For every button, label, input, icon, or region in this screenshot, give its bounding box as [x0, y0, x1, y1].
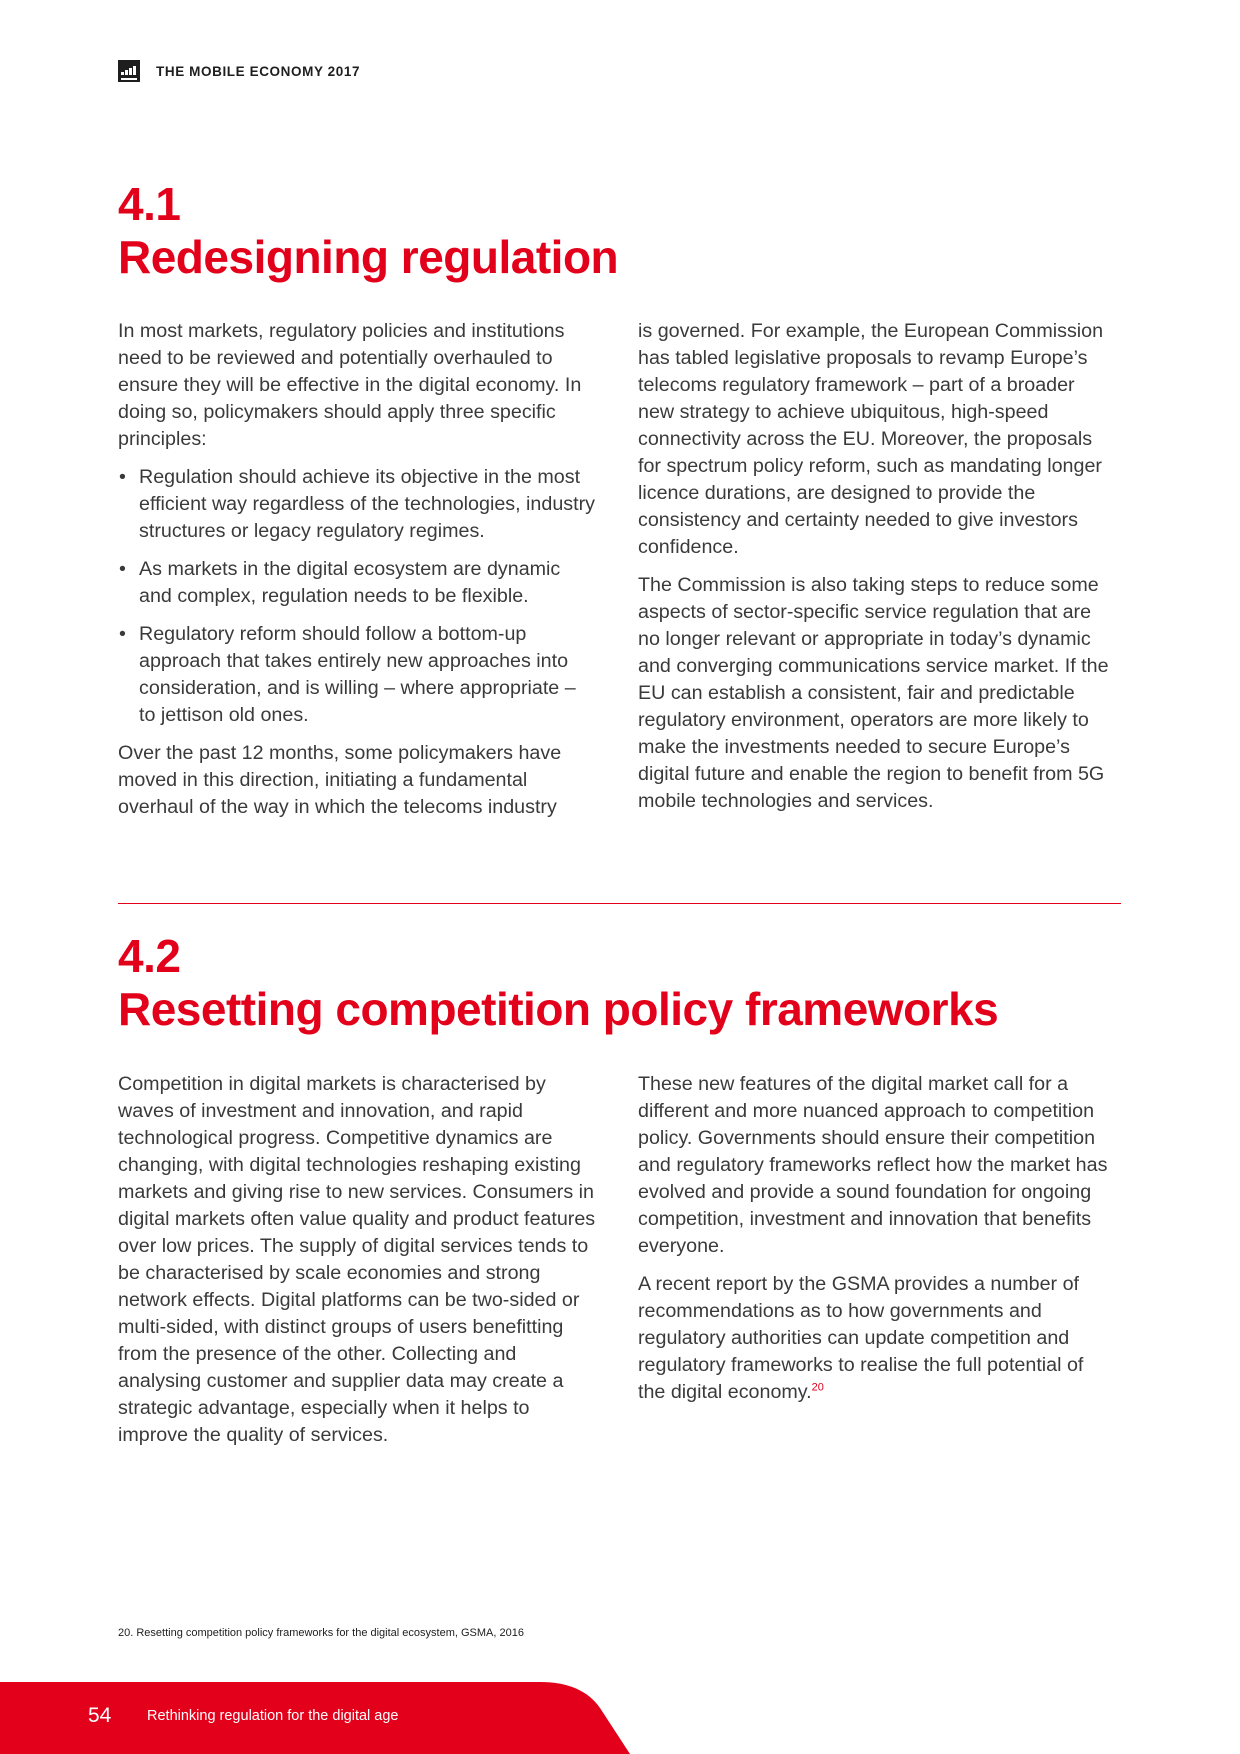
section-title: Resetting competition policy frameworks: [118, 983, 999, 1035]
section-divider: [118, 903, 1121, 904]
running-header: [118, 59, 360, 83]
section-4-1-left-column: [118, 318, 596, 832]
list-item: • As markets in the digital ecosystem are dynamic and complex, regulation needs to be flexible.: [118, 556, 596, 610]
section-4-1-heading: [118, 178, 618, 284]
paragraph: The Commission is also taking steps to reduce some aspects of sector-specific service regulation that are no longer relevant or appropriate in today’s dynamic and converging communications service market. If the EU can establish a consistent, fair and predictable regulatory environment, operators are more likely to make the investments needed to secure Europe’s digital future and enable the region to benefit from 5G mobile technologies and services.: [638, 574, 1109, 812]
principles-list: [118, 464, 596, 729]
paragraph: Competition in digital markets is characterised by waves of investment and innovation, and rapid technological progress. Competitive dynamics are changing, with digital technologies reshaping existing markets and giving rise to new services. Consumers in digital markets often value quality and product features over low prices. The supply of digital services tends to be characterised by scale economies and strong network effects. Digital platforms can be two-sided or multi-sided, with distinct groups of users benefitting from the presence of the other. Collecting and analysing customer and supplier data may create a strategic advantage, especially when it helps to improve the quality of services.: [118, 1073, 596, 1446]
paragraph: Over the past 12 months, some policymakers have moved in this direction, initiating a fundamental overhaul of the way in which the telecoms industry: [118, 742, 562, 818]
list-item: • Regulatory reform should follow a bottom-up approach that takes entirely new approaches into consideration, and is willing – where appropriate – to jettison old ones.: [118, 621, 596, 729]
publication-title: THE MOBILE ECONOMY 2017: [156, 63, 361, 79]
list-item: • Regulation should achieve its objective in the most efficient way regardless of the technologies, industry structures or legacy regulatory regimes.: [118, 464, 596, 545]
paragraph: is governed. For example, the European Commission has tabled legislative proposals to revamp Europe’s telecoms regulatory framework – part of a broader new strategy to achieve ubiquitous, high-speed connectivity across the EU. Moreover, the proposals for spectrum policy reform, such as mandating longer licence durations, are designed to provide the consistency and certainty needed to give investors confidence.: [638, 320, 1104, 558]
section-4-1-right-column: [638, 318, 1116, 826]
footnote-reference[interactable]: 20: [811, 1381, 824, 1394]
paragraph: These new features of the digital market call for a different and more nuanced approach to competition policy. Governments should ensure their competition and regulatory frameworks reflect how the market has evolved and provide a sound foundation for ongoing competition, investment and innovation that benefits everyone.: [638, 1073, 1108, 1257]
section-4-2-left-column: [118, 1071, 596, 1460]
section-4-2-right-column: [638, 1071, 1116, 1417]
section-title: Redesigning regulation: [118, 231, 619, 283]
section-number: 4.2: [118, 930, 181, 982]
paragraph: In most markets, regulatory policies and institutions need to be reviewed and potentially overhauled to ensure they will be effective in the digital economy. In doing so, policymakers should apply three specific principles:: [118, 320, 582, 450]
chapter-title: Rethinking regulation for the digital age: [147, 1708, 399, 1724]
footnote: 20. Resetting competition policy frameworks for the digital ecosystem, GSMA, 2016: [118, 1627, 524, 1639]
paragraph-with-footnote: [638, 1271, 1116, 1406]
paragraph-text: A recent report by the GSMA provides a number of recommendations as to how governments and regulatory authorities can update competition and regulatory frameworks to realise the full potential of the digital economy.: [638, 1273, 1084, 1403]
section-number: 4.1: [118, 178, 181, 230]
gsma-logo-icon: [118, 60, 140, 82]
section-4-2-heading: [118, 930, 998, 1036]
page-number: 54: [88, 1704, 112, 1727]
